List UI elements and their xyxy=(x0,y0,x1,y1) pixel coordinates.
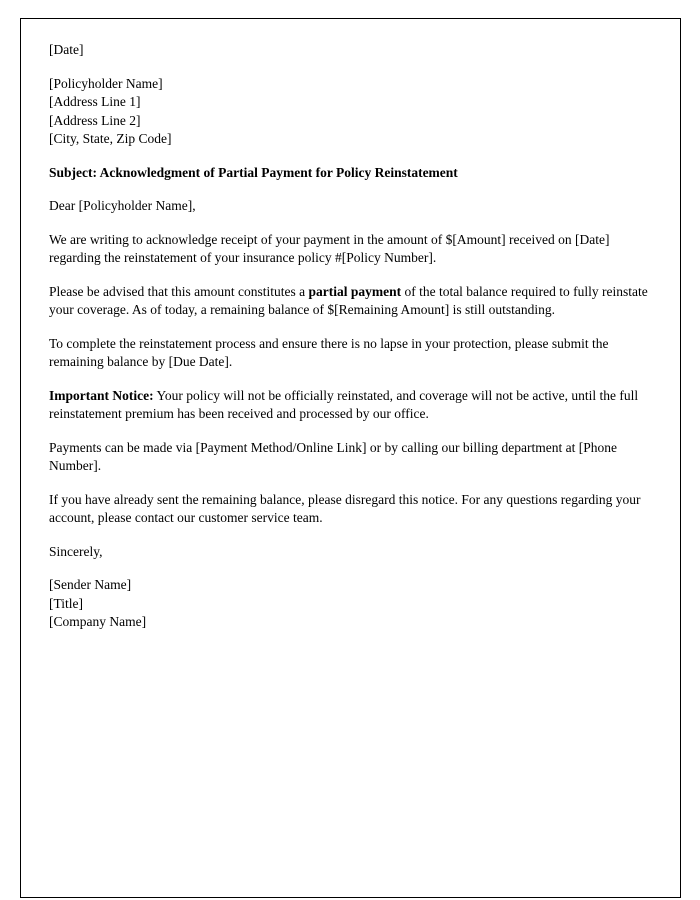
sender-company: [Company Name] xyxy=(49,614,147,629)
subject-line: Subject: Acknowledgment of Partial Payment for Policy Reinstatement xyxy=(49,164,458,180)
paragraph-due-date: To complete the reinstatement process and ensure there is no lapse in your protection, please submit the remaining balance by [Due Date]. xyxy=(49,335,609,369)
closing: Sincerely, xyxy=(49,543,103,559)
paragraph-disregard-notice: If you have already sent the remaining balance, please disregard this notice. For any questions regarding your account, please contact our customer service team. xyxy=(49,491,641,525)
paragraph-important-notice xyxy=(49,387,652,424)
paragraph-payment-receipt: We are writing to acknowledge receipt of your payment in the amount of $[Amount] received on [Date] regarding the reinstatement of your insurance policy #[Policy Number]. xyxy=(49,231,610,265)
recipient-address-block xyxy=(49,75,652,149)
letter-page xyxy=(20,18,681,898)
important-notice-label: Important Notice: xyxy=(49,387,154,403)
recipient-address-line-1: [Address Line 1] xyxy=(49,94,141,109)
paragraph-partial-payment-start: Please be advised that this amount constitutes a xyxy=(49,283,309,299)
letter-body xyxy=(49,41,652,632)
recipient-city-state-zip: [City, State, Zip Code] xyxy=(49,131,172,146)
paragraph-partial-payment-end: of the total balance required to fully reinstate your coverage. As of today, a remaining balance of $[Remaining Amount] is still outstanding. xyxy=(49,283,648,317)
partial-payment-bold: partial payment xyxy=(308,283,402,299)
sender-title: [Title] xyxy=(49,595,84,611)
recipient-address-line-2: [Address Line 2] xyxy=(49,112,141,128)
sender-name: [Sender Name] xyxy=(49,577,132,592)
salutation: Dear [Policyholder Name], xyxy=(49,198,196,213)
letter-date: [Date] xyxy=(49,42,84,57)
paragraph-payment-methods: Payments can be made via [Payment Method/Online Link] or by calling our billing department at [Phone Number]. xyxy=(49,439,617,473)
paragraph-partial-payment xyxy=(49,283,652,320)
signature-block xyxy=(49,576,652,632)
recipient-name: [Policyholder Name] xyxy=(49,75,163,91)
important-notice-text: Your policy will not be officially reinstated, and coverage will not be active, until the full reinstatement premium has been received and processed by our office. xyxy=(49,387,639,421)
